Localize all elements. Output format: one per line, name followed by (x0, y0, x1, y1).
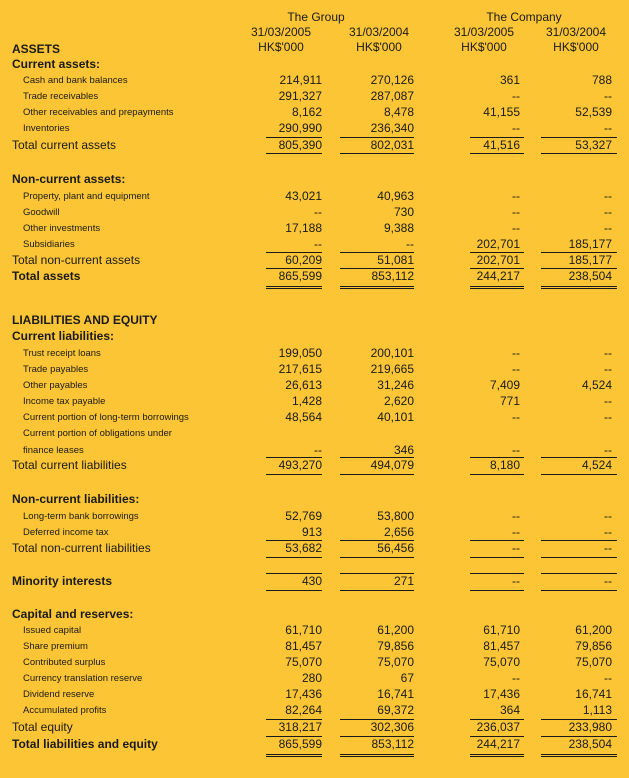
row-label: Property, plant and equipment (23, 191, 150, 202)
single-rule (266, 540, 322, 541)
single-rule (340, 736, 414, 737)
row-value: 185,177 (568, 237, 612, 251)
single-rule (266, 736, 322, 737)
row-label: Capital and reserves: (12, 607, 134, 621)
single-rule (470, 736, 524, 737)
row-value: -- (604, 509, 612, 523)
double-rule (340, 286, 414, 289)
table-row (0, 269, 629, 284)
row-value: 4,524 (581, 378, 612, 392)
row-value: 7,409 (489, 378, 520, 392)
table-row (0, 458, 629, 473)
column-date: 31/03/2004 (348, 25, 410, 39)
row-value: -- (512, 671, 520, 685)
row-label: Long-term bank borrowings (23, 511, 139, 522)
row-value: 291,327 (278, 89, 322, 103)
row-value: -- (314, 443, 322, 457)
row-value: 287,087 (370, 89, 414, 103)
row-value: -- (604, 671, 612, 685)
single-rule (340, 557, 414, 558)
row-label: LIABILITIES AND EQUITY (12, 313, 158, 327)
row-label: Goodwill (23, 207, 60, 218)
row-value: 346 (393, 443, 414, 457)
double-rule (266, 286, 322, 289)
single-rule (266, 137, 322, 138)
row-label: finance leases (23, 445, 84, 456)
row-value: -- (512, 410, 520, 424)
row-label: Other payables (23, 380, 88, 391)
single-rule (340, 590, 414, 591)
row-value: 280 (301, 671, 322, 685)
row-value: 233,980 (568, 720, 612, 734)
row-value: -- (512, 205, 520, 219)
table-row (0, 737, 629, 752)
row-value: 52,539 (575, 105, 612, 119)
single-rule (266, 590, 322, 591)
row-value: 771 (499, 394, 520, 408)
row-value: 185,177 (568, 253, 612, 267)
row-label: Current liabilities: (12, 329, 115, 343)
row-label: Subsidiaries (23, 239, 75, 250)
row-value: -- (512, 525, 520, 539)
row-value: -- (604, 346, 612, 360)
single-rule (266, 268, 322, 269)
single-rule (340, 540, 414, 541)
single-rule (470, 590, 524, 591)
row-value: 238,504 (568, 737, 612, 751)
row-value: 730 (393, 205, 414, 219)
row-value: 494,079 (370, 458, 414, 472)
row-label: Share premium (23, 641, 88, 652)
row-value: -- (406, 237, 414, 251)
single-rule (340, 474, 414, 475)
row-value: -- (604, 410, 612, 424)
single-rule (541, 268, 617, 269)
row-value: 199,050 (278, 346, 322, 360)
table-row (0, 189, 629, 204)
row-value: 244,217 (476, 269, 520, 283)
double-rule (470, 286, 524, 289)
row-value: 214,911 (279, 73, 322, 87)
row-value: 53,682 (285, 541, 322, 555)
company-header: The Company (486, 10, 562, 24)
row-value: -- (604, 89, 612, 103)
single-rule (541, 573, 617, 574)
row-label: Minority interests (12, 574, 113, 588)
row-value: 16,741 (575, 687, 612, 701)
row-label: Other investments (23, 223, 101, 234)
single-rule (541, 540, 617, 541)
table-row (0, 362, 629, 377)
single-rule (266, 153, 322, 154)
row-value: 75,070 (575, 655, 612, 669)
row-label: ASSETS (12, 42, 61, 56)
table-row (0, 443, 629, 458)
single-rule (541, 252, 617, 253)
row-label: Total equity (12, 720, 73, 734)
row-value: -- (604, 362, 612, 376)
row-value: 236,037 (476, 720, 520, 734)
row-value: -- (512, 362, 520, 376)
row-value: 81,457 (483, 639, 520, 653)
single-rule (340, 137, 414, 138)
row-value: -- (604, 525, 612, 539)
table-row (0, 509, 629, 524)
single-rule (266, 573, 322, 574)
table-row (0, 346, 629, 361)
row-value: -- (512, 189, 520, 203)
row-value: 79,856 (377, 639, 414, 653)
table-row (0, 378, 629, 393)
table-row (0, 172, 629, 187)
row-label: Current portion of obligations under (23, 428, 172, 439)
single-rule (470, 719, 524, 720)
double-rule (266, 754, 322, 757)
row-value: 4,524 (581, 458, 612, 472)
single-rule (470, 474, 524, 475)
row-value: 302,306 (370, 720, 414, 734)
row-value: 75,070 (483, 655, 520, 669)
row-value: 43,021 (285, 189, 322, 203)
row-value: 1,113 (582, 703, 612, 717)
row-value: 75,070 (377, 655, 414, 669)
table-row (0, 410, 629, 425)
row-label: Income tax payable (23, 396, 106, 407)
table-row (0, 237, 629, 252)
table-row (0, 42, 629, 57)
row-label: Currency translation reserve (23, 673, 143, 684)
row-value: 1,428 (291, 394, 322, 408)
table-row (0, 703, 629, 718)
single-rule (541, 474, 617, 475)
row-label: Other receivables and prepayments (23, 107, 174, 118)
row-label: Total non-current liabilities (12, 541, 151, 555)
single-rule (340, 252, 414, 253)
row-label: Contributed surplus (23, 657, 106, 668)
row-value: 8,180 (489, 458, 520, 472)
row-value: 202,701 (476, 237, 520, 251)
row-value: 17,436 (285, 687, 322, 701)
double-rule (340, 754, 414, 757)
table-row (0, 394, 629, 409)
row-value: 69,372 (377, 703, 414, 717)
table-row (0, 687, 629, 702)
row-value: 31,246 (377, 378, 414, 392)
table-row (0, 525, 629, 540)
table-row (0, 426, 629, 441)
table-row (0, 655, 629, 670)
table-row (0, 574, 629, 589)
single-rule (470, 252, 524, 253)
row-label: Deferred income tax (23, 527, 109, 538)
row-value: 51,081 (377, 253, 414, 267)
single-rule (470, 557, 524, 558)
row-value: -- (604, 394, 612, 408)
single-rule (266, 457, 322, 458)
row-value: 853,112 (371, 737, 414, 751)
single-rule (541, 719, 617, 720)
table-row (0, 121, 629, 136)
row-value: 913 (301, 525, 322, 539)
row-label: Total non-current assets (12, 253, 141, 267)
row-label: Issued capital (23, 625, 82, 636)
single-rule (470, 540, 524, 541)
table-row (0, 492, 629, 507)
row-value: 53,327 (575, 138, 612, 152)
row-value: 805,390 (278, 138, 322, 152)
double-rule (470, 754, 524, 757)
row-label: Trust receipt loans (23, 348, 101, 359)
table-row (0, 639, 629, 654)
column-date: 31/03/2004 (545, 25, 607, 39)
row-value: 41,516 (483, 138, 520, 152)
row-value: -- (314, 205, 322, 219)
row-value: -- (512, 509, 520, 523)
row-value: 236,340 (370, 121, 414, 135)
single-rule (470, 268, 524, 269)
row-label: Trade payables (23, 364, 89, 375)
table-row (0, 205, 629, 220)
row-value: -- (604, 574, 612, 588)
row-value: 60,209 (285, 253, 322, 267)
row-value: 8,162 (291, 105, 322, 119)
row-value: 17,188 (285, 221, 322, 235)
table-row (0, 671, 629, 686)
row-value: -- (604, 121, 612, 135)
single-rule (541, 137, 617, 138)
row-label: Non-current assets: (12, 172, 126, 186)
row-value: 9,388 (383, 221, 414, 235)
column-date: 31/03/2005 (250, 25, 312, 39)
row-label: Inventories (23, 123, 70, 134)
single-rule (470, 573, 524, 574)
table-row (0, 253, 629, 268)
row-value: -- (314, 237, 322, 251)
row-value: -- (604, 221, 612, 235)
row-value: 67 (400, 671, 414, 685)
row-value: 16,741 (377, 687, 414, 701)
row-value: 41,155 (483, 105, 520, 119)
row-value: 17,436 (483, 687, 520, 701)
single-rule (340, 268, 414, 269)
row-value: 271 (393, 574, 414, 588)
row-value: 2,620 (383, 394, 414, 408)
row-value: -- (512, 121, 520, 135)
table-row (0, 89, 629, 104)
table-row (0, 221, 629, 236)
table-row (0, 138, 629, 153)
column-date: 31/03/2005 (453, 25, 515, 39)
row-value: 865,599 (278, 737, 322, 751)
table-row (0, 57, 629, 72)
row-value: 26,613 (285, 378, 322, 392)
row-value: -- (512, 443, 520, 457)
single-rule (541, 557, 617, 558)
single-rule (470, 457, 524, 458)
row-value: 8,478 (383, 105, 414, 119)
row-value: 802,031 (370, 138, 414, 152)
row-value: 853,112 (371, 269, 414, 283)
single-rule (541, 153, 617, 154)
row-value: -- (512, 541, 520, 555)
row-value: -- (604, 205, 612, 219)
row-label: Non-current liabilities: (12, 492, 140, 506)
single-rule (470, 137, 524, 138)
table-row (0, 329, 629, 344)
single-rule (340, 153, 414, 154)
row-label: Total current assets (12, 138, 117, 152)
row-label: Total liabilities and equity (12, 737, 158, 751)
row-value: 61,710 (285, 623, 322, 637)
row-value: 52,769 (285, 509, 322, 523)
row-value: 238,504 (568, 269, 612, 283)
row-value: 202,701 (476, 253, 520, 267)
row-value: 430 (301, 574, 322, 588)
row-label: Accumulated profits (23, 705, 107, 716)
row-value: 79,856 (575, 639, 612, 653)
single-rule (340, 719, 414, 720)
row-value: 361 (499, 73, 520, 87)
table-row (0, 623, 629, 638)
double-rule (541, 754, 617, 757)
row-value: 82,264 (285, 703, 322, 717)
row-value: 244,217 (476, 737, 520, 751)
column-unit: HK$'000 (553, 40, 599, 54)
double-rule (541, 286, 617, 289)
single-rule (340, 573, 414, 574)
column-unit: HK$'000 (461, 40, 507, 54)
single-rule (541, 457, 617, 458)
row-label: Current assets: (12, 57, 101, 71)
row-value: 48,564 (285, 410, 322, 424)
row-value: 788 (591, 73, 612, 87)
single-rule (266, 474, 322, 475)
single-rule (470, 153, 524, 154)
row-value: 40,101 (377, 410, 414, 424)
row-label: Current portion of long-term borrowings (23, 412, 189, 423)
row-value: 290,990 (278, 121, 322, 135)
row-value: -- (512, 346, 520, 360)
row-value: 270,126 (370, 73, 414, 87)
row-value: 217,615 (278, 362, 322, 376)
group-header: The Group (287, 10, 345, 24)
table-row (0, 313, 629, 328)
row-value: 75,070 (285, 655, 322, 669)
row-label: Trade receivables (23, 91, 99, 102)
column-unit: HK$'000 (258, 40, 304, 54)
single-rule (541, 590, 617, 591)
row-value: 61,710 (483, 623, 520, 637)
row-value: 2,656 (383, 525, 414, 539)
row-value: 200,101 (370, 346, 414, 360)
row-value: 61,200 (575, 623, 612, 637)
row-value: 40,963 (377, 189, 414, 203)
row-value: -- (604, 541, 612, 555)
row-value: 61,200 (377, 623, 414, 637)
row-value: 219,665 (370, 362, 414, 376)
single-rule (266, 252, 322, 253)
column-unit: HK$'000 (356, 40, 402, 54)
row-label: Total assets (12, 269, 81, 283)
single-rule (266, 557, 322, 558)
table-row (0, 541, 629, 556)
row-value: -- (604, 443, 612, 457)
row-label: Dividend reserve (23, 689, 95, 700)
row-value: 493,270 (278, 458, 322, 472)
table-row (0, 73, 629, 88)
row-value: -- (604, 189, 612, 203)
row-value: 81,457 (285, 639, 322, 653)
row-value: 318,217 (278, 720, 322, 734)
row-value: -- (512, 89, 520, 103)
row-value: 56,456 (377, 541, 414, 555)
table-row (0, 105, 629, 120)
row-value: 53,800 (377, 509, 414, 523)
single-rule (266, 719, 322, 720)
row-label: Total current liabilities (12, 458, 127, 472)
row-label: Cash and bank balances (23, 75, 128, 86)
row-value: 364 (499, 703, 520, 717)
table-row (0, 720, 629, 735)
row-value: -- (512, 221, 520, 235)
row-value: -- (512, 574, 520, 588)
single-rule (340, 457, 414, 458)
single-rule (541, 736, 617, 737)
row-value: 865,599 (278, 269, 322, 283)
table-row (0, 607, 629, 622)
